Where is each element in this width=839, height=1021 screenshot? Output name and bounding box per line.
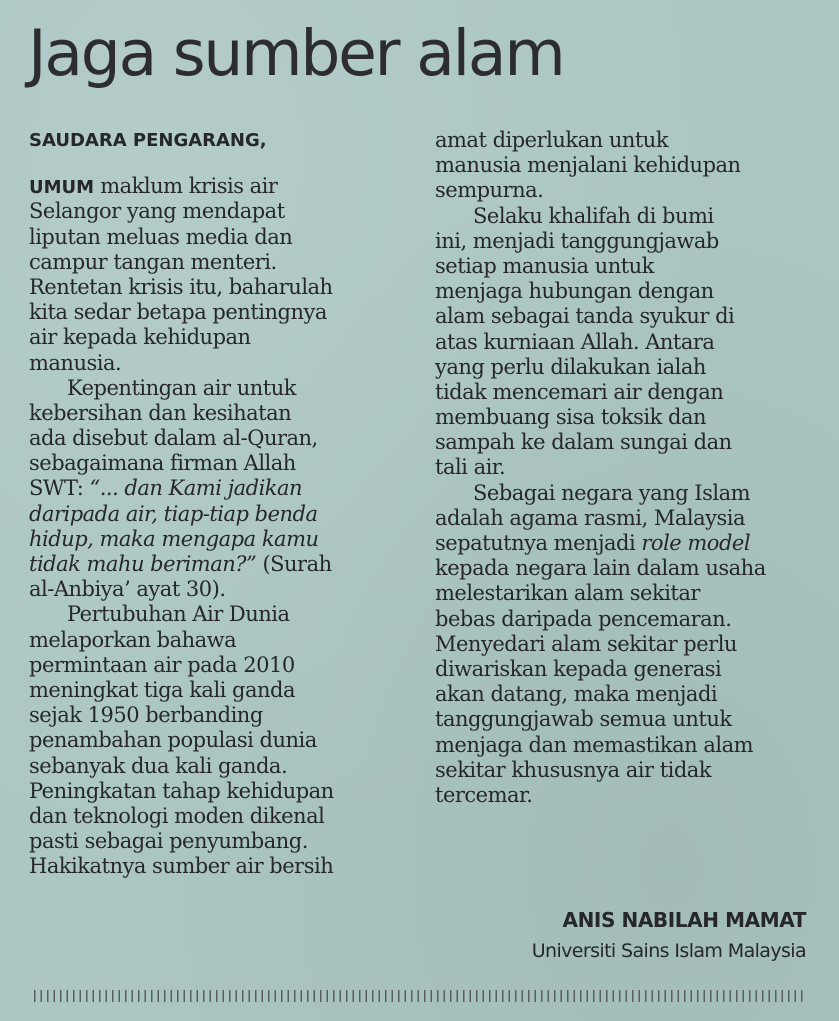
text-run: sepatutnya menjadi (435, 531, 642, 555)
text-line: menjaga dan memastikan alam (435, 732, 754, 757)
text-line: tercemar. (435, 782, 533, 807)
role-model-term: role model (641, 531, 751, 555)
text-line: Selangor yang mendapat (29, 199, 285, 224)
text-line: dan teknologi moden dikenal (29, 803, 325, 828)
text-line: ada disebut dalam al-Quran, (29, 426, 318, 451)
text-line: Rentetan krisis itu, baharulah (29, 274, 333, 299)
text-line: adalah agama rasmi, Malaysia (435, 505, 745, 530)
author-institution: Universiti Sains Islam Malaysia (531, 940, 806, 962)
quran-quote: tidak mahu beriman?” (29, 552, 257, 576)
text-line: tali air. (435, 455, 506, 480)
text-line (435, 531, 815, 556)
text-line: sebanyak dua kali ganda. (29, 753, 288, 778)
author-name: ANIS NABILAH MAMAT (562, 908, 806, 932)
quran-quote-line: daripada air, tiap-tiap benda (29, 501, 318, 526)
text-line: tanggungjawab semua untuk (435, 707, 732, 732)
quran-quote-line: hidup, maka mengapa kamu (29, 526, 319, 551)
text-line: membuang sisa toksik dan (435, 405, 707, 430)
quran-quote: “... dan Kami jadikan (89, 476, 303, 501)
text-line: penambahan populasi dunia (29, 728, 317, 753)
text-line: sebagaimana firman Allah (29, 451, 296, 476)
text-line (29, 476, 409, 501)
right-column (435, 128, 815, 808)
text-run: (Surah (256, 552, 332, 576)
text-line: setiap manusia untuk (435, 253, 654, 278)
text-line: al-Anbiya’ ayat 30). (29, 577, 226, 602)
text-line: tidak mencemari air dengan (435, 379, 724, 404)
text-line: ini, menjadi tanggungjawab (435, 228, 719, 253)
text-line: diwariskan kepada generasi (435, 656, 722, 681)
text-line: sekitar khususnya air tidak (435, 757, 712, 782)
text-line: Menyedari alam sekitar perlu (435, 631, 737, 656)
text-line: menjaga hubungan dengan (435, 279, 714, 304)
text-line: sampah ke dalam sungai dan (435, 430, 732, 455)
lead-word: UMUM (29, 177, 95, 199)
text-line: manusia. (29, 350, 122, 375)
text-line: meningkat tiga kali ganda (29, 677, 296, 702)
text-line: air kepada kehidupan (29, 325, 251, 350)
text-line: melaporkan bahawa (29, 627, 237, 652)
text-line: manusia menjalani kehidupan (435, 153, 741, 178)
text-line: kita sedar betapa pentingnya (29, 300, 327, 325)
text-line: kebersihan dan kesihatan (29, 400, 292, 425)
text-line: Hakikatnya sumber air bersih (29, 854, 334, 879)
salutation: SAUDARA PENGARANG, (29, 130, 267, 151)
text-line: sejak 1950 berbanding (29, 703, 263, 728)
text-line: permintaan air pada 2010 (29, 652, 295, 677)
left-column (29, 128, 409, 879)
text-run: SWT: (29, 476, 90, 501)
hatched-divider (34, 990, 806, 1002)
text-line (29, 552, 409, 577)
text-line: kepada negara lain dalam usaha (435, 556, 766, 581)
text-line: Kepentingan air untuk (67, 375, 296, 400)
text-line: liputan meluas media dan (29, 224, 293, 249)
text-line: amat diperlukan untuk (435, 128, 669, 152)
text-line: yang perlu dilakukan ialah (435, 354, 706, 379)
text-line: campur tangan menteri. (29, 249, 277, 274)
text-line: akan datang, maka menjadi (435, 682, 718, 707)
text-line: Sebagai negara yang Islam (473, 480, 751, 505)
text-line: alam sebagai tanda syukur di (435, 304, 735, 329)
text-line: Peningkatan tahap kehidupan (29, 778, 334, 803)
headline: Jaga sumber alam (28, 17, 564, 90)
text-line (29, 174, 409, 199)
text-line: sempurna. (435, 178, 544, 203)
paragraph-gap (29, 153, 409, 174)
text-line: Pertubuhan Air Dunia (67, 602, 290, 627)
text-line: atas kurniaan Allah. Antara (435, 329, 715, 354)
text-line: pasti sebagai penyumbang. (29, 829, 308, 854)
text-run: maklum krisis air (94, 174, 278, 199)
text-line: Selaku khalifah di bumi (473, 203, 714, 228)
text-line: bebas daripada pencemaran. (435, 606, 732, 631)
text-line: melestarikan alam sekitar (435, 581, 700, 606)
